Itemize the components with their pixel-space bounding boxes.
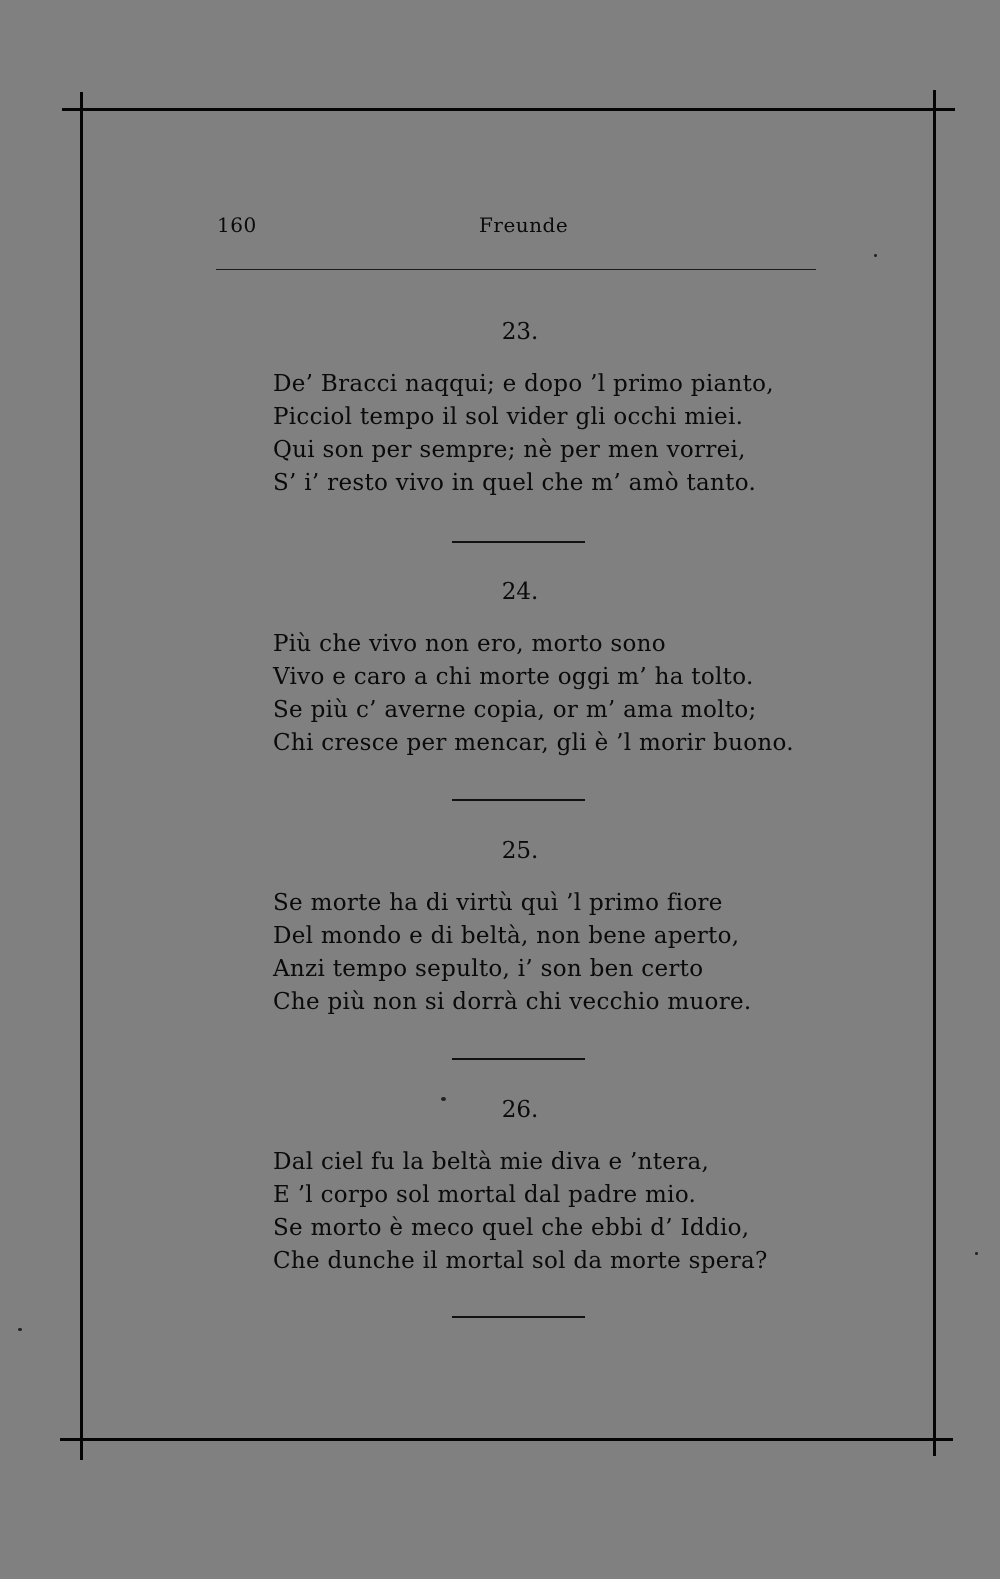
verse-line: Del mondo e di beltà, non bene aperto, bbox=[273, 923, 740, 949]
scan-speck bbox=[18, 1328, 22, 1331]
poem-number: 25. bbox=[501, 838, 539, 864]
verse-line: Se morte ha di virtù quì ’l primo fiore bbox=[273, 890, 723, 916]
poem-number: 26. bbox=[501, 1097, 539, 1123]
scan-speck bbox=[441, 1097, 446, 1101]
verse-line: Picciol tempo il sol vider gli occhi miei. bbox=[273, 404, 744, 430]
verse-line: Più che vivo non ero, morto sono bbox=[273, 631, 666, 657]
verse-line: Se morto è meco quel che ebbi d’ Iddio, bbox=[273, 1215, 750, 1241]
scan-speck bbox=[975, 1252, 978, 1255]
verse-line: Anzi tempo sepulto, i’ son ben certo bbox=[273, 956, 704, 982]
frame-left-rule bbox=[80, 92, 83, 1460]
section-divider bbox=[452, 541, 585, 543]
section-divider bbox=[452, 799, 585, 801]
verse-line: Vivo e caro a chi morte oggi m’ ha tolto. bbox=[273, 664, 754, 690]
verse-line: De’ Bracci naqqui; e dopo ’l primo pianto, bbox=[273, 371, 774, 397]
header-rule bbox=[216, 269, 816, 270]
stanza bbox=[273, 368, 833, 500]
verse-line: S’ i’ resto vivo in quel che m’ amò tanto. bbox=[273, 470, 757, 496]
verse-line: Dal ciel fu la beltà mie diva e ’ntera, bbox=[273, 1149, 710, 1175]
poem-number: 23. bbox=[501, 319, 539, 345]
frame-right-rule bbox=[933, 90, 936, 1456]
verse-line: Se più c’ averne copia, or m’ ama molto; bbox=[273, 697, 757, 723]
frame-bottom-rule bbox=[60, 1438, 953, 1441]
verse-line: Qui son per sempre; nè per men vorrei, bbox=[273, 437, 746, 463]
frame-top-rule bbox=[62, 108, 955, 111]
stanza bbox=[273, 1146, 833, 1278]
verse-line: Che dunche il mortal sol da morte spera? bbox=[273, 1248, 768, 1274]
stanza bbox=[273, 628, 833, 760]
verse-line: Chi cresce per mencar, gli è ’l morir buono. bbox=[273, 730, 794, 756]
stanza bbox=[273, 887, 833, 1019]
poem-number: 24. bbox=[501, 579, 539, 605]
verse-line: E ’l corpo sol mortal dal padre mio. bbox=[273, 1182, 697, 1208]
verse-line: Che più non si dorrà chi vecchio muore. bbox=[273, 989, 752, 1015]
running-head: Freunde bbox=[479, 213, 569, 237]
scan-speck bbox=[874, 254, 877, 257]
section-divider bbox=[452, 1316, 585, 1318]
section-divider bbox=[452, 1058, 585, 1060]
page-number: 160 bbox=[217, 213, 257, 237]
